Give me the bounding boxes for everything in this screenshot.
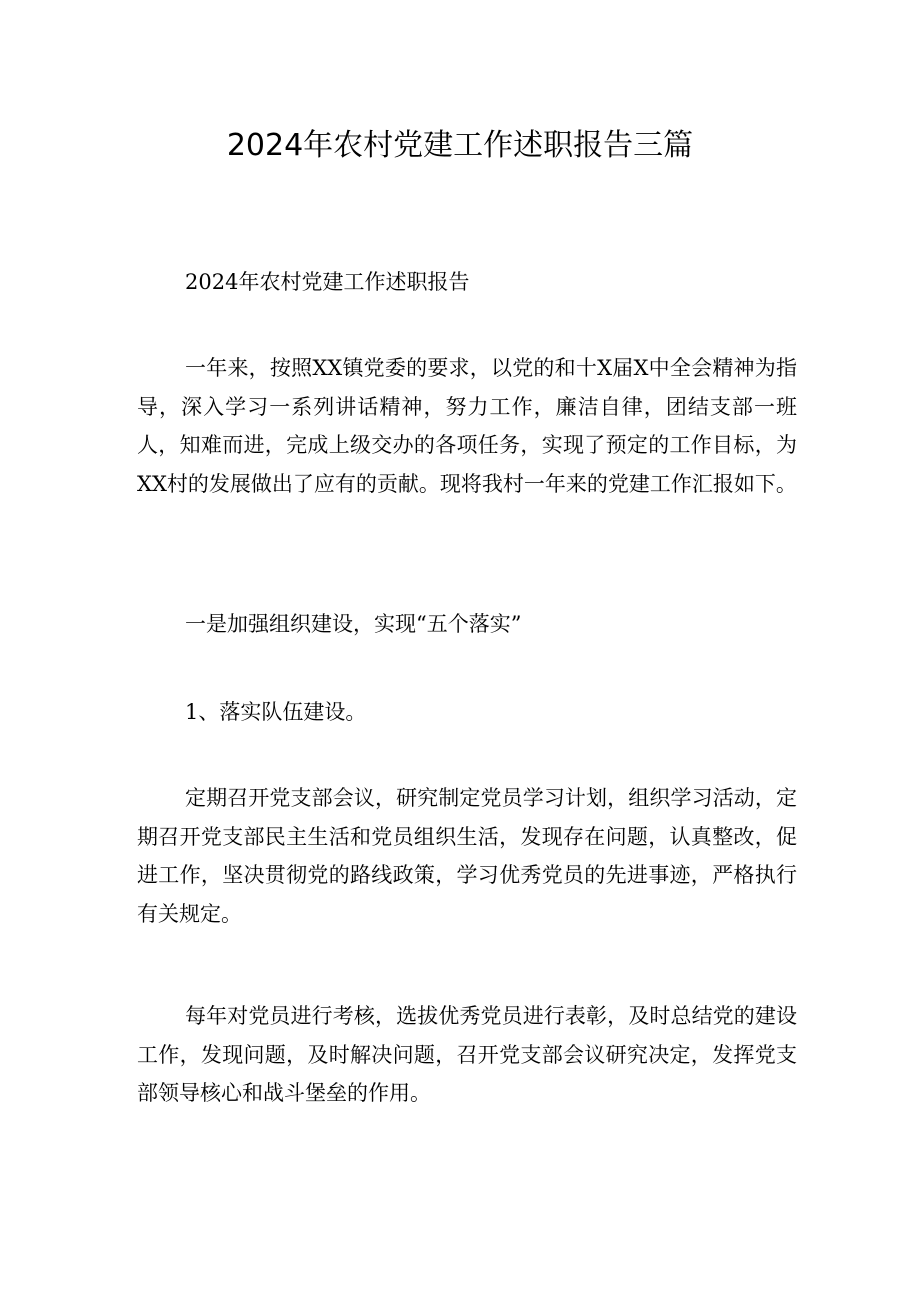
item-heading: 1、落实队伍建设。	[185, 700, 367, 724]
section-heading: 一是加强组织建设，实现“五个落实”	[185, 612, 522, 636]
assessment-paragraph: 每年对党员进行考核，选拔优秀党员进行表彰，及时总结党的建设工作，发现问题，及时解决问题，召开党支部会议研究决定，发挥党支部领导核心和战斗堡垒的作用。	[137, 1004, 797, 1105]
intro-paragraph: 一年来，按照XX镇党委的要求，以党的和十X届X中全会精神为指导，深入学习一系列讲话精神，努力工作，廉洁自律，团结支部一班人，知难而进，完成上级交办的各项任务，实现了预定的工作目标，为XX村的发展做出了应有的贡献。现将我村一年来的党建工作汇报如下。	[137, 356, 797, 496]
report-subtitle: 2024年农村党建工作述职报告	[185, 270, 470, 294]
team-building-paragraph: 定期召开党支部会议，研究制定党员学习计划，组织学习活动，定期召开党支部民主生活和党员组织生活，发现存在问题，认真整改，促进工作，坚决贯彻党的路线政策，学习优秀党员的先进事迹，严格执行有关规定。	[137, 786, 797, 926]
document-title: 2024年农村党建工作述职报告三篇	[226, 128, 694, 163]
